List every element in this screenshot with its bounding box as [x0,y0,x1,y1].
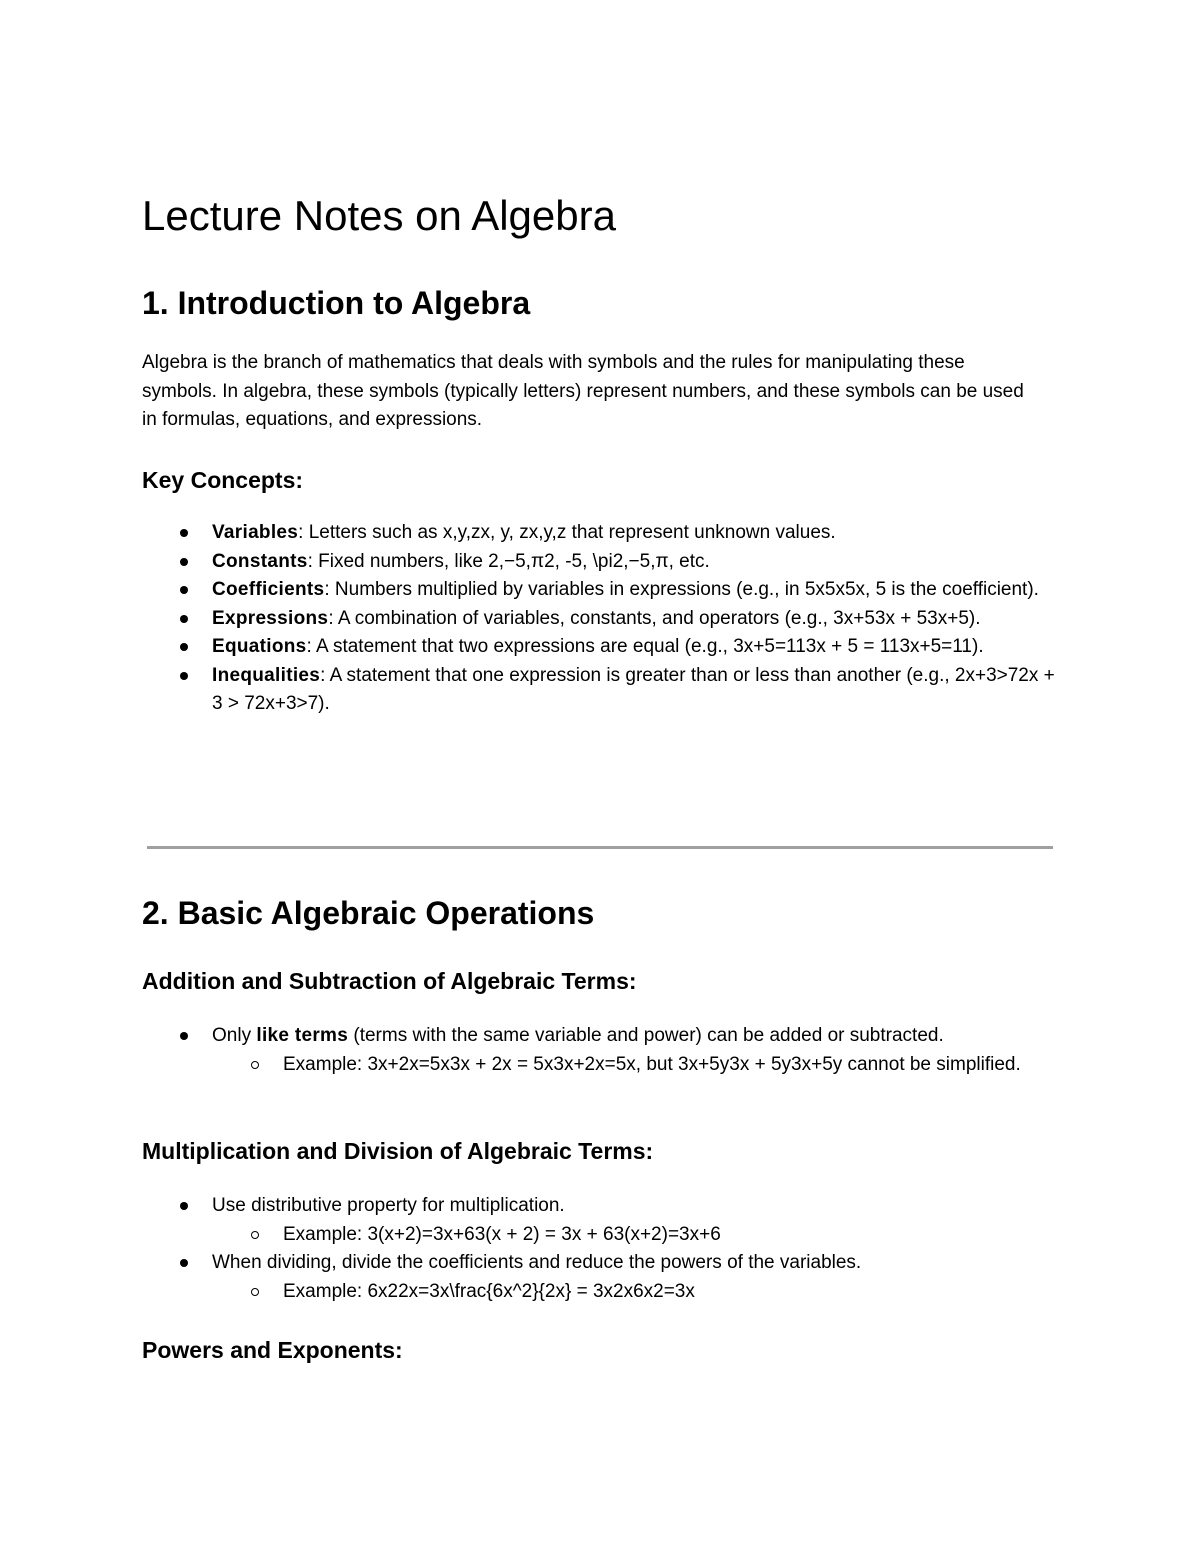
section-1-heading: 1. Introduction to Algebra [142,285,531,321]
concept-term: Expressions [212,607,329,629]
list-item [142,633,1057,662]
concept-term: Equations [212,636,307,657]
multiplication-division-heading: Multiplication and Division of Algebraic Terms: [142,1138,654,1164]
concept-text: : Numbers multiplied by variables in expressions (e.g., in 5x5x5x, 5 is the coefficient). [324,579,1039,600]
key-concepts-heading: Key Concepts: [142,467,304,493]
powers-exponents-heading: Powers and Exponents: [142,1337,403,1363]
multiplication-example-list [212,1221,1057,1250]
concept-text: : A statement that one expression is greater than or less than another (e.g., 2x+3>72x + 3 > 72x+3>7). [212,664,1055,714]
item-text: When dividing, divide the coefficients and reduce the powers of the variables. [212,1252,862,1273]
section-1-intro: Algebra is the branch of mathematics that deals with symbols and the rules for manipulating these symbols. In algebra, these symbols (typically letters) represent numbers, and these symbols can be used in formulas, equations, and expressions. [142,352,1024,430]
document-title: Lecture Notes on Algebra [142,192,616,239]
list-item: Example: 3(x+2)=3x+63(x + 2) = 3x + 63(x+2)=3x+6 [212,1221,1057,1250]
concept-term: Variables [212,522,299,543]
item-suffix: (terms with the same variable and power) can be added or subtracted. [348,1025,944,1046]
horizontal-divider [147,846,1053,849]
concept-text: : Fixed numbers, like 2,−5,π2, -5, \pi2,−5,π, etc. [307,550,710,572]
list-item [142,576,1057,605]
item-text: Use distributive property for multiplication. [212,1195,565,1216]
list-item [142,1192,1057,1249]
addition-subtraction-heading: Addition and Subtraction of Algebraic Terms: [142,968,637,994]
multiplication-division-list [142,1192,1057,1306]
item-prefix: Only [212,1025,257,1046]
concept-text: : Letters such as x,y,zx, y, zx,y,z that represent unknown values. [298,522,836,543]
concept-text: : A statement that two expressions are equal (e.g., 3x+5=113x + 5 = 113x+5=11). [306,636,984,657]
list-item [142,1022,1057,1079]
concept-term: Coefficients [212,579,325,600]
list-item [142,605,1057,634]
concept-term: Inequalities [212,664,321,686]
addition-subtraction-list [142,1022,1057,1079]
like-terms-term: like terms [256,1025,349,1046]
key-concepts-list [142,519,1057,719]
list-item [142,519,1057,548]
list-item [142,1249,1057,1306]
addition-example-list [212,1051,1057,1080]
list-item [142,662,1057,719]
list-item: Example: 6x22x=3x\frac{6x^2}{2x} = 3x2x6x2=3x [212,1278,1057,1307]
division-example-list [212,1278,1057,1307]
list-item: Example: 3x+2x=5x3x + 2x = 5x3x+2x=5x, but 3x+5y3x + 5y3x+5y cannot be simplified. [212,1051,1057,1080]
section-2-heading: 2. Basic Algebraic Operations [142,895,595,931]
concept-term: Constants [212,550,308,572]
list-item [142,548,1057,577]
concept-text: : A combination of variables, constants, and operators (e.g., 3x+53x + 53x+5). [328,607,981,629]
